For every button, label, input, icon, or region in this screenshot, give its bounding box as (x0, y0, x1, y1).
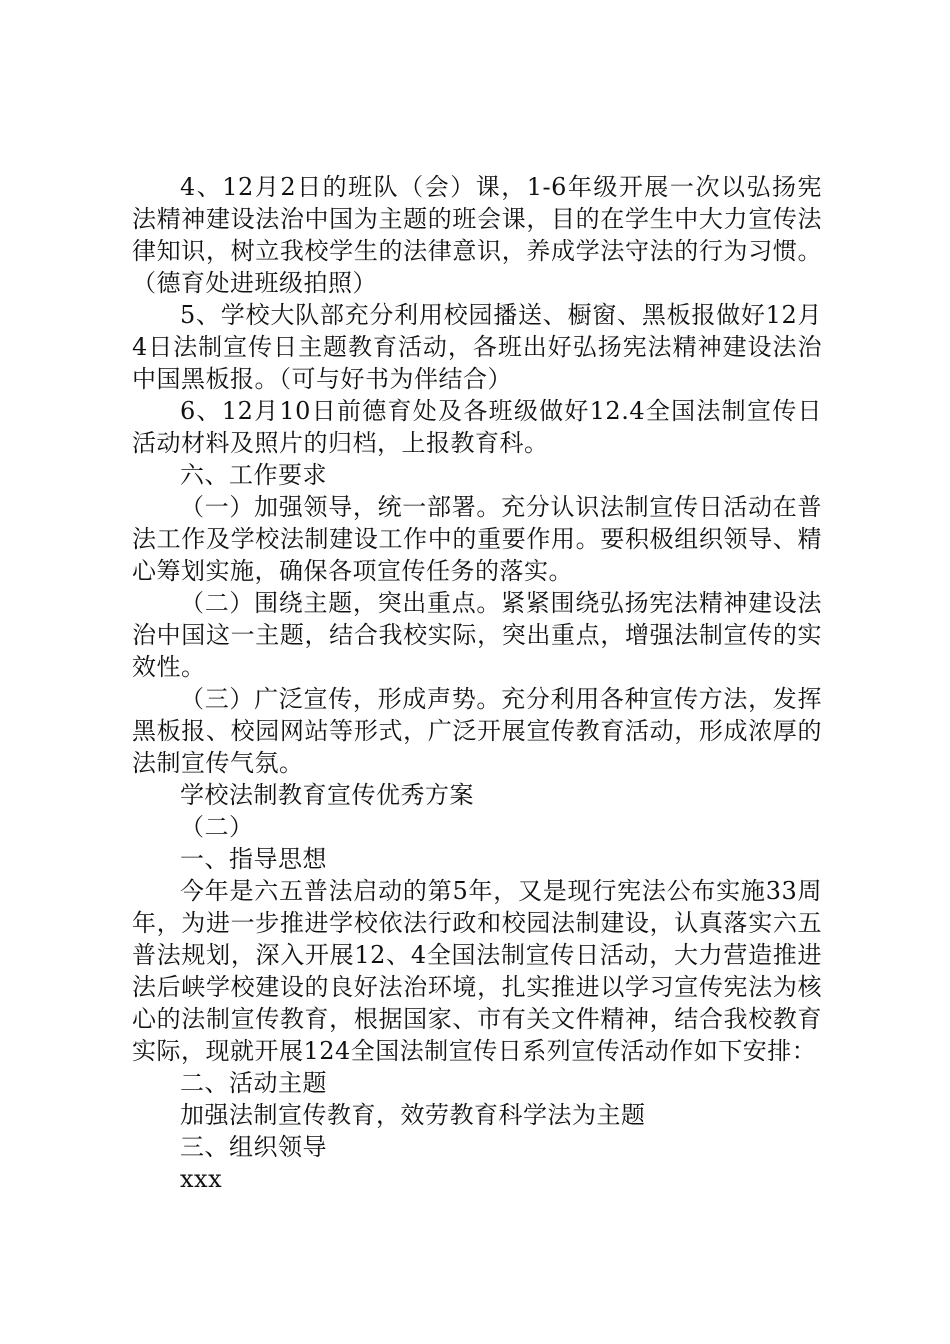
paragraph-requirement-3: （三）广泛宣传，形成声势。充分利用各种宣传方法，发挥黑板报、校园网站等形式，广泛开展宣传教育活动，形成浓厚的法制宣传气氛。 (132, 685, 822, 777)
paragraph-organization: xxx (180, 1165, 223, 1193)
section-heading-activity-theme: 二、活动主题 (180, 1069, 327, 1097)
paragraph-activity-theme: 加强法制宣传教育，效劳教育科学法为主题 (180, 1101, 646, 1129)
document-subtitle-number: （二） (180, 813, 254, 841)
document-body (132, 171, 822, 1195)
paragraph-item-6: 6、12月10日前德育处及各班级做好12.4全国法制宣传日活动材料及照片的归档，上报教育科。 (132, 397, 822, 457)
paragraph-requirement-1: （一）加强领导，统一部署。充分认识法制宣传日活动在普法工作及学校法制建设工作中的重要作用。要积极组织领导、精心筹划实施，确保各项宣传任务的落实。 (132, 493, 822, 585)
section-heading-work-requirements: 六、工作要求 (180, 461, 327, 489)
paragraph-requirement-2: （二）围绕主题，突出重点。紧紧围绕弘扬宪法精神建设法治中国这一主题，结合我校实际，突出重点，增强法制宣传的实效性。 (132, 589, 822, 681)
section-heading-guiding-ideology: 一、指导思想 (180, 845, 327, 873)
paragraph-item-5: 5、学校大队部充分利用校园播送、橱窗、黑板报做好12月4日法制宣传日主题教育活动，各班出好弘扬宪法精神建设法治中国黑板报。（可与好书为伴结合） (132, 301, 822, 393)
paragraph-guiding-ideology: 今年是六五普法启动的第5年，又是现行宪法公布实施33周年，为进一步推进学校依法行政和校园法制建设，认真落实六五普法规划，深入开展12、4全国法制宣传日活动，大力营造推进法后峡学校建设的良好法治环境，扎实推进以学习宣传宪法为核心的法制宣传教育，根据国家、市有关文件精神，结合我校教育实际，现就开展124全国法制宣传日系列宣传活动作如下安排： (132, 877, 822, 1065)
section-heading-organization: 三、组织领导 (180, 1133, 327, 1161)
document-subtitle: 学校法制教育宣传优秀方案 (180, 781, 474, 809)
paragraph-item-4: 4、12月2日的班队（会）课，1-6年级开展一次以弘扬宪法精神建设法治中国为主题的班会课，目的在学生中大力宣传法律知识，树立我校学生的法律意识，养成学法守法的行为习惯。（德育处进班级拍照） (132, 173, 822, 297)
